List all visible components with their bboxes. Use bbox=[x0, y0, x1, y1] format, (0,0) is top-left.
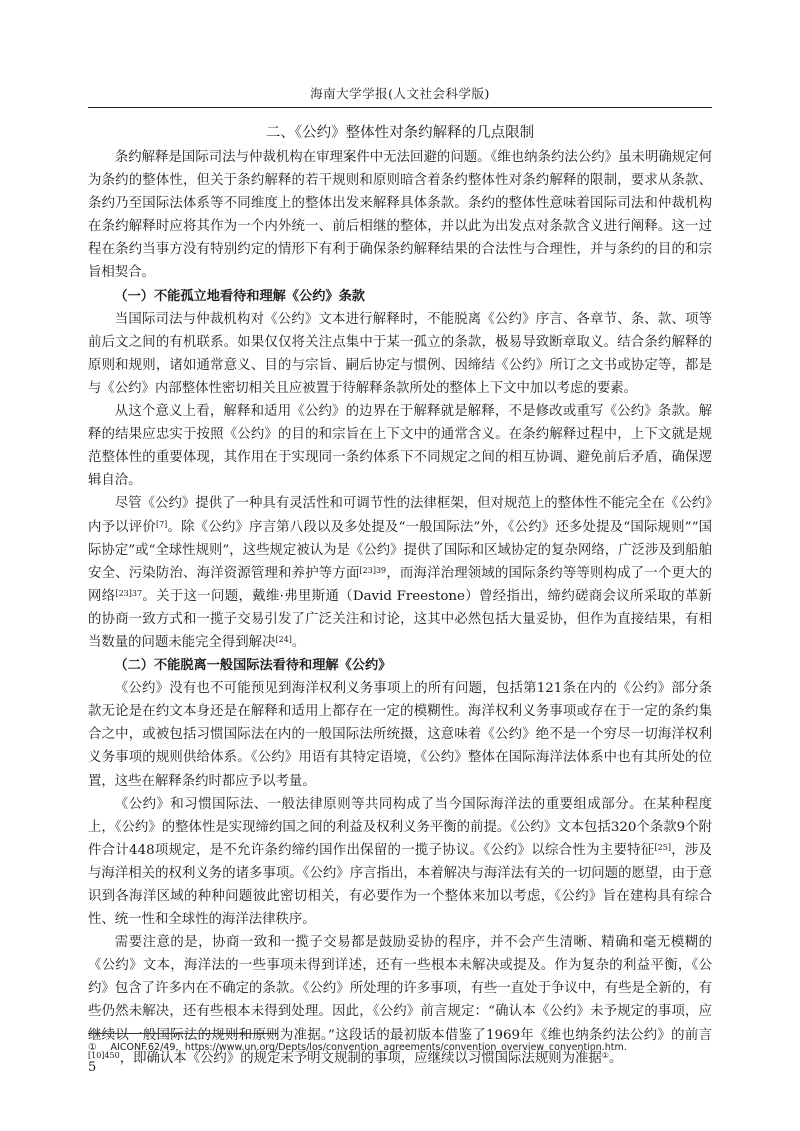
text-run: ，而海洋治理领域的国际条约等等则构成了一个更大的网络 bbox=[88, 565, 713, 604]
citation-ref: [24] bbox=[275, 634, 292, 644]
text-run: 。除《公约》序言第八段以及多处提及“一般国际法”外，《公约》还多处提及“国际规则”“国际协定”或“全球性规则”，这些规定被认为是《公约》提供了国际和区域协定的复杂网络，广泛涉及到船舶安全、污染防治、海洋资源管理和养护等方面 bbox=[88, 519, 713, 581]
footnote-rule bbox=[88, 1033, 278, 1034]
subsection-1-heading: （一）不能孤立地看待和理解《公约》条款 bbox=[114, 288, 365, 304]
section-title: 二、《公约》整体性对条约解释的几点限制 bbox=[265, 125, 535, 141]
text-run: 《公约》和习惯国际法、一般法律原则等共同构成了当今国际海洋法的重要组成部分。在某种程度上，《公约》的整体性是实现缔约国之间的利益及权利义务平衡的前提。《公约》文本包括320个条款9个附件合计448项规定，是不允许条约缔约国作出保留的一揽子协议。《公约》以综合性为主要特征 bbox=[88, 796, 712, 858]
subsection-1-paragraph-2: 从这个意义上看，解释和适用《公约》的边界在于解释就是解释，不是修改或重写《公约》条款。解释的结果应忠实于按照《公约》的目的和宗旨在上下文中的通常含义。在条约解释过程中，上下文就是规范整体性的重要体现，其作用在于实现同一条约体系下不同规定之间的相互协调、避免前后矛盾，确保逻辑自洽。 bbox=[88, 404, 712, 489]
text-run: 尽管《公约》提供了一种具有灵活性和可调节性的法律框架，但对规范上的整体性不能完全在《公约》内予以评价 bbox=[88, 496, 712, 535]
footnote-text: AICONF.62/49，https://www.un.org/Depts/los/convention_agreements/convention_overview_convention.htm. bbox=[110, 1042, 627, 1053]
footnote-ref[interactable]: ① bbox=[601, 1050, 609, 1060]
citation-ref: [7] bbox=[155, 519, 168, 529]
subsection-1-paragraph-3 bbox=[88, 492, 712, 654]
header-rule bbox=[88, 107, 712, 108]
intro-paragraph: 条约解释是国际司法与仲裁机构在审理案件中无法回避的问题。《维也纳条约法公约》虽未明确规定何为条约的整体性，但关于条约解释的若干规则和原则暗含着条约整体性对条约解释的限制，要求从条款、条约乃至国际法体系等不同维度上的整体出发来解释具体条款。条约的整体性意味着国际司法和仲裁机构在条约解释时应将其作为一个内外统一、前后相继的整体，并以此为出发点对条款含义进行阐释。这一过程在条约当事方没有特别约定的情形下有利于确保条约解释结果的合法性与合理性，并与条约的目的和宗旨相契合。 bbox=[88, 150, 712, 281]
subsection-2-paragraph-2 bbox=[88, 793, 712, 932]
citation-ref: [23]39 bbox=[359, 565, 387, 575]
running-head: 海南大学学报(人文社会科学版) bbox=[310, 86, 490, 101]
text-run: 。 bbox=[291, 634, 306, 650]
article-body bbox=[88, 120, 712, 1070]
footnote-mark: ① bbox=[88, 1042, 97, 1053]
text-run: 。 bbox=[608, 1050, 623, 1066]
text-run: 需要注意的是，协商一致和一揽子交易都是鼓励妥协的程序，并不会产生清晰、精确和毫无模糊的《公约》文本，海洋法的一些事项未得到详述，还有一些根本未解决或提及。作为复杂的利益平衡，《公约》包含了许多内在不确定的条款。《公约》所处理的许多事项，有些一直处于争议中，有些是全新的，有些仍然未解决，还有些根本未得到处理。因此，《公约》前言规定：“确认本《公约》未予规定的事项，应继续以一般国际法的规则和原则为准据。”这段话的最初版本借鉴了1969年《维也纳条约法公约》的前言 bbox=[88, 935, 712, 1043]
citation-ref: [10]450 bbox=[88, 1050, 120, 1060]
subsection-2-heading: （二）不能脱离一般国际法看待和理解《公约》 bbox=[114, 658, 392, 674]
text-run: ，即确认本《公约》的规定未予明文规制的事项，应继续以习惯国际法规则为准据 bbox=[119, 1050, 602, 1066]
citation-ref: [25] bbox=[654, 842, 671, 852]
footnote bbox=[88, 1039, 712, 1053]
subsection-2-paragraph-1: 《公约》没有也不可能预见到海洋权利义务事项上的所有问题，包括第121条在内的《公约》部分条款无论是在约文本身还是在解释和适用上都存在一定的模糊性。海洋权利义务事项或存在于一定的条约集合之中，或被包括习惯国际法在内的一般国际法所统摄，这意味着《公约》绝不是一个穷尽一切海洋权利义务事项的规则供给体系。《公约》用语有其特定语境，《公约》整体在国际海洋法体系中也有其所处的位置，这些在解释条约时都应予以考量。 bbox=[88, 681, 712, 789]
text-run: 。关于这一问题，戴维·弗里斯通（David Freestone）曾经指出，缔约磋商会议所采取的革新的协商一致方式和一揽子交易引发了广泛关注和讨论，这其中必然包括大量妥协，但作为直接结果，有相当数量的问题未能完全得到解决 bbox=[88, 588, 712, 650]
page-number: 5 bbox=[88, 1060, 97, 1075]
text-run: ，涉及与海洋相关的权利义务的诸多事项。《公约》序言指出，本着解决与海洋法有关的一切问题的愿望，由于意识到各海洋区域的种种问题彼此密切相关，有必要作为一个整体来加以考虑，《公约》旨在建构具有综合性、统一性和全球性的海洋法律秩序。 bbox=[88, 842, 713, 928]
citation-ref: [23]37 bbox=[115, 588, 143, 598]
subsection-1-paragraph-1: 当国际司法与仲裁机构对《公约》文本进行解释时，不能脱离《公约》序言、各章节、条、款、项等前后文之间的有机联系。如果仅仅将关注点集中于某一孤立的条款，极易导致断章取义。结合条约解释的原则和规则，诸如通常意义、目的与宗旨、嗣后协定与惯例、因缔结《公约》所订之文书或协定等，都是与《公约》内部整体性密切相关且应被置于待解释条款所处的整体上下文中加以考虑的要素。 bbox=[88, 311, 712, 396]
